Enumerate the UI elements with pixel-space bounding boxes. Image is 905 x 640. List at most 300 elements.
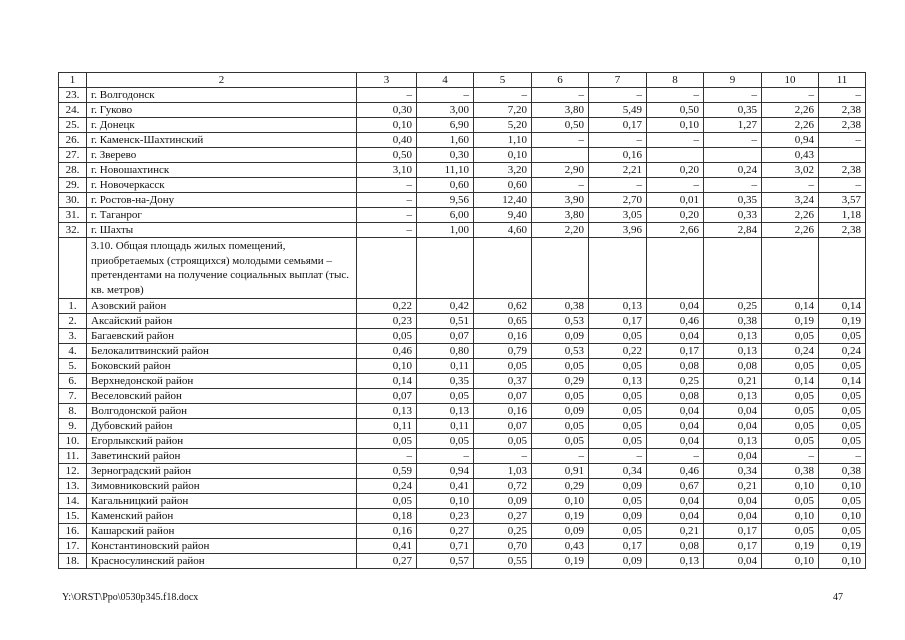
value-cell: 0,10 [819,554,866,569]
value-cell: 0,05 [762,524,819,539]
value-cell: 0,71 [417,539,474,554]
table-row [59,554,866,569]
row-label-cell: г. Шахты [87,223,357,238]
value-cell: 1,60 [417,133,474,148]
table-header-row [59,73,866,88]
row-label-cell: Белокалитвинский район [87,344,357,359]
value-cell: – [647,178,704,193]
value-cell: 3,96 [589,223,647,238]
value-cell: 1,27 [704,118,762,133]
value-cell: 0,46 [647,314,704,329]
row-label-cell: Дубовский район [87,419,357,434]
value-cell: 0,27 [417,524,474,539]
value-cell: – [532,133,589,148]
value-cell: 0,94 [417,464,474,479]
value-cell: 0,08 [647,389,704,404]
value-cell: 0,57 [417,554,474,569]
value-cell: 0,18 [357,509,417,524]
value-cell: 0,13 [704,344,762,359]
value-cell: 0,04 [704,419,762,434]
row-number-cell: 6. [59,374,87,389]
table-row [59,494,866,509]
row-number-cell: 16. [59,524,87,539]
empty-cell [819,238,866,299]
value-cell: 0,04 [647,494,704,509]
value-cell: 0,04 [647,299,704,314]
value-cell: 0,53 [532,314,589,329]
value-cell: 0,05 [762,329,819,344]
table-row [59,299,866,314]
row-number-cell: 1. [59,299,87,314]
value-cell: – [357,88,417,103]
value-cell: 0,17 [589,314,647,329]
empty-cell [532,238,589,299]
value-cell: 0,65 [474,314,532,329]
value-cell: 0,07 [417,329,474,344]
value-cell: 0,41 [357,539,417,554]
value-cell: 0,08 [647,359,704,374]
value-cell: 0,04 [704,554,762,569]
value-cell: 0,38 [704,314,762,329]
value-cell: 0,04 [647,434,704,449]
value-cell: 3,02 [762,163,819,178]
row-number-cell: 14. [59,494,87,509]
value-cell: 2,26 [762,208,819,223]
value-cell: – [357,208,417,223]
value-cell: 0,07 [357,389,417,404]
table-row [59,419,866,434]
row-number-cell: 13. [59,479,87,494]
value-cell: 0,04 [647,404,704,419]
value-cell: 0,11 [417,359,474,374]
value-cell: 0,22 [589,344,647,359]
value-cell: 0,14 [762,299,819,314]
row-number-cell: 28. [59,163,87,178]
row-label-cell: Верхнедонской район [87,374,357,389]
value-cell: 0,13 [589,299,647,314]
row-number-cell: 18. [59,554,87,569]
table-row [59,389,866,404]
value-cell: 0,24 [762,344,819,359]
value-cell: 11 [819,73,866,88]
table-row [59,88,866,103]
value-cell: 0,14 [819,374,866,389]
value-cell: 0,34 [704,464,762,479]
value-cell: 0,05 [357,329,417,344]
value-cell: 0,05 [532,419,589,434]
value-cell: 0,13 [704,389,762,404]
value-cell: 0,05 [417,389,474,404]
table-row [59,208,866,223]
value-cell: 6 [532,73,589,88]
footer-page-number: 47 [833,592,843,603]
value-cell: – [589,449,647,464]
value-cell: 0,30 [417,148,474,163]
row-label-cell: г. Таганрог [87,208,357,223]
value-cell: 0,05 [474,434,532,449]
value-cell: 0,19 [762,314,819,329]
value-cell: 0,43 [532,539,589,554]
value-cell: 0,60 [417,178,474,193]
value-cell: 0,62 [474,299,532,314]
value-cell: 0,16 [357,524,417,539]
value-cell: 0,13 [647,554,704,569]
table-row [59,118,866,133]
value-cell: 0,05 [819,329,866,344]
row-label-cell: Заветинский район [87,449,357,464]
value-cell: 0,09 [589,479,647,494]
value-cell: 0,05 [589,359,647,374]
value-cell: 0,10 [647,118,704,133]
value-cell: 0,14 [762,374,819,389]
value-cell: 0,10 [474,148,532,163]
value-cell: – [357,223,417,238]
value-cell: 0,05 [589,389,647,404]
value-cell: 0,04 [647,509,704,524]
value-cell: 0,05 [589,404,647,419]
value-cell: 0,25 [474,524,532,539]
value-cell: 0,05 [532,359,589,374]
value-cell: 0,05 [589,494,647,509]
value-cell: 0,19 [762,539,819,554]
row-number-cell: 7. [59,389,87,404]
value-cell: 0,16 [474,404,532,419]
value-cell: – [357,193,417,208]
value-cell: 0,22 [357,299,417,314]
value-cell: 0,17 [647,344,704,359]
value-cell: 0,04 [704,449,762,464]
value-cell: 9 [704,73,762,88]
row-label-cell: г. Донецк [87,118,357,133]
value-cell: 5,49 [589,103,647,118]
value-cell: 0,04 [647,329,704,344]
value-cell: 2,26 [762,103,819,118]
value-cell: – [589,133,647,148]
value-cell: 0,07 [474,419,532,434]
value-cell: 2,90 [532,163,589,178]
table-row [59,193,866,208]
row-label-cell: 2 [87,73,357,88]
table-row [59,163,866,178]
value-cell: – [704,133,762,148]
value-cell: – [589,88,647,103]
value-cell: – [647,449,704,464]
value-cell: 2,21 [589,163,647,178]
row-number-cell: 11. [59,449,87,464]
row-number-cell: 25. [59,118,87,133]
value-cell: 9,56 [417,193,474,208]
value-cell: 0,23 [417,509,474,524]
value-cell: 0,16 [474,329,532,344]
row-number-cell: 30. [59,193,87,208]
value-cell: 0,94 [762,133,819,148]
value-cell: 0,24 [357,479,417,494]
footer-file-path: Y:\ORST\Ppo\0530p345.f18.docx [62,592,199,603]
value-cell: – [704,178,762,193]
row-label-cell: Зерноградский район [87,464,357,479]
value-cell: 0,50 [357,148,417,163]
value-cell: 0,04 [647,419,704,434]
value-cell: 0,38 [532,299,589,314]
value-cell: 0,21 [704,374,762,389]
value-cell: 5 [474,73,532,88]
row-number-cell: 9. [59,419,87,434]
value-cell: 0,04 [704,494,762,509]
value-cell: 0,05 [589,419,647,434]
value-cell: 0,09 [532,404,589,419]
value-cell: 3 [357,73,417,88]
value-cell: 0,35 [417,374,474,389]
value-cell: 0,10 [532,494,589,509]
empty-cell [704,238,762,299]
value-cell: 0,05 [532,389,589,404]
value-cell: 0,20 [647,163,704,178]
value-cell: 0,14 [819,299,866,314]
value-cell: 2,38 [819,118,866,133]
value-cell: 1,18 [819,208,866,223]
value-cell: 0,19 [532,509,589,524]
value-cell: 0,09 [532,329,589,344]
value-cell: 0,17 [704,524,762,539]
row-label-cell: Аксайский район [87,314,357,329]
empty-cell [647,238,704,299]
value-cell: 0,25 [704,299,762,314]
row-label-cell: г. Зверево [87,148,357,163]
value-cell: 11,10 [417,163,474,178]
row-number-cell: 12. [59,464,87,479]
value-cell: 0,53 [532,344,589,359]
value-cell: 0,05 [589,434,647,449]
value-cell: 0,01 [647,193,704,208]
value-cell: 0,10 [762,554,819,569]
value-cell: 12,40 [474,193,532,208]
value-cell: 0,55 [474,554,532,569]
value-cell: 0,51 [417,314,474,329]
value-cell: – [647,88,704,103]
value-cell: 1,10 [474,133,532,148]
value-cell: 0,05 [589,524,647,539]
value-cell: 0,70 [474,539,532,554]
value-cell: 3,24 [762,193,819,208]
value-cell: 0,27 [357,554,417,569]
value-cell: 2,38 [819,223,866,238]
value-cell [647,148,704,163]
row-label-cell: Красносулинский район [87,554,357,569]
value-cell: 0,33 [704,208,762,223]
value-cell: – [532,178,589,193]
value-cell: 0,46 [357,344,417,359]
value-cell: 2,26 [762,118,819,133]
row-label-cell: Азовский район [87,299,357,314]
value-cell: 10 [762,73,819,88]
row-number-cell: 27. [59,148,87,163]
row-label-cell: Кагальницкий район [87,494,357,509]
row-number-cell: 10. [59,434,87,449]
value-cell: – [532,88,589,103]
row-number-cell: 26. [59,133,87,148]
value-cell: 7,20 [474,103,532,118]
value-cell: 0,07 [474,389,532,404]
row-label-cell: Константиновский район [87,539,357,554]
table-row [59,344,866,359]
value-cell: 3,20 [474,163,532,178]
row-label-cell: г. Гуково [87,103,357,118]
value-cell: 0,42 [417,299,474,314]
value-cell: 0,38 [762,464,819,479]
value-cell: 0,10 [417,494,474,509]
table-row [59,103,866,118]
value-cell: 0,29 [532,479,589,494]
value-cell: 0,21 [704,479,762,494]
row-number-cell: 32. [59,223,87,238]
value-cell: 0,05 [819,419,866,434]
value-cell: 0,43 [762,148,819,163]
value-cell: 0,14 [357,374,417,389]
value-cell: 0,35 [704,103,762,118]
row-number-cell: 8. [59,404,87,419]
value-cell: 0,41 [417,479,474,494]
row-label-cell: Каменский район [87,509,357,524]
value-cell: 0,05 [819,494,866,509]
row-number-cell: 15. [59,509,87,524]
value-cell: 0,04 [704,404,762,419]
value-cell: 7 [589,73,647,88]
value-cell: – [762,88,819,103]
row-label-cell: г. Новошахтинск [87,163,357,178]
value-cell: 0,10 [762,479,819,494]
data-table [58,72,866,569]
value-cell: 0,13 [704,434,762,449]
value-cell: 0,60 [474,178,532,193]
table-row [59,148,866,163]
value-cell: 0,17 [704,539,762,554]
value-cell: 0,72 [474,479,532,494]
value-cell: 3,80 [532,208,589,223]
value-cell: 6,90 [417,118,474,133]
value-cell: – [819,449,866,464]
value-cell: 1,03 [474,464,532,479]
value-cell: 0,10 [357,118,417,133]
value-cell: 0,59 [357,464,417,479]
value-cell: 0,05 [762,359,819,374]
value-cell: 0,20 [647,208,704,223]
row-number-cell: 17. [59,539,87,554]
value-cell: 3,90 [532,193,589,208]
row-number-cell: 23. [59,88,87,103]
value-cell: 0,05 [762,389,819,404]
value-cell: 0,10 [819,509,866,524]
empty-cell [59,238,87,299]
table-row [59,133,866,148]
row-label-cell: Боковский район [87,359,357,374]
value-cell: 0,17 [589,539,647,554]
value-cell: 0,05 [532,434,589,449]
value-cell: 2,20 [532,223,589,238]
value-cell: 0,40 [357,133,417,148]
section-title: 3.10. Общая площадь жилых помещений, приобретаемых (строящихся) молодыми семьями – претендентами на получение социальных выплат (тыс. кв. метров) [87,238,357,299]
value-cell: – [819,88,866,103]
value-cell: – [474,88,532,103]
table-row [59,359,866,374]
row-label-cell: Багаевский район [87,329,357,344]
value-cell: 0,05 [819,434,866,449]
value-cell: 0,21 [647,524,704,539]
value-cell: 0,10 [762,509,819,524]
table-row [59,539,866,554]
table-row [59,329,866,344]
table-row [59,464,866,479]
value-cell: 0,09 [532,524,589,539]
value-cell: 0,05 [357,494,417,509]
value-cell: 0,79 [474,344,532,359]
value-cell: 0,05 [819,524,866,539]
empty-cell [589,238,647,299]
value-cell: 0,05 [762,419,819,434]
value-cell: 0,17 [589,118,647,133]
row-label-cell: г. Волгодонск [87,88,357,103]
value-cell: 0,10 [357,359,417,374]
table-row [59,314,866,329]
value-cell: 0,38 [819,464,866,479]
row-label-cell: г. Ростов-на-Дону [87,193,357,208]
value-cell: 0,13 [357,404,417,419]
value-cell: – [417,88,474,103]
value-cell: – [474,449,532,464]
table-row [59,449,866,464]
value-cell: 0,23 [357,314,417,329]
value-cell: – [417,449,474,464]
value-cell: 0,05 [819,404,866,419]
table-row [59,223,866,238]
value-cell: 0,24 [704,163,762,178]
row-number-cell: 1 [59,73,87,88]
row-label-cell: г. Каменск-Шахтинский [87,133,357,148]
row-label-cell: Кашарский район [87,524,357,539]
value-cell: 0,19 [819,314,866,329]
value-cell: 3,10 [357,163,417,178]
value-cell: 0,24 [819,344,866,359]
value-cell: 0,19 [532,554,589,569]
value-cell: 3,00 [417,103,474,118]
row-number-cell: 29. [59,178,87,193]
value-cell: 0,29 [532,374,589,389]
table-row [59,178,866,193]
value-cell: 0,09 [589,554,647,569]
table-row [59,509,866,524]
table-row [59,374,866,389]
value-cell: 0,11 [417,419,474,434]
value-cell: 0,05 [762,404,819,419]
row-label-cell: г. Новочеркасск [87,178,357,193]
table-row [59,479,866,494]
row-number-cell: 3. [59,329,87,344]
value-cell: 0,30 [357,103,417,118]
value-cell: 3,05 [589,208,647,223]
value-cell: 2,26 [762,223,819,238]
value-cell: 0,05 [762,494,819,509]
value-cell: – [819,178,866,193]
value-cell: 0,05 [474,359,532,374]
value-cell: 6,00 [417,208,474,223]
value-cell: 0,34 [589,464,647,479]
value-cell: 3,80 [532,103,589,118]
value-cell: 0,80 [417,344,474,359]
value-cell: 0,05 [417,434,474,449]
value-cell: 0,05 [357,434,417,449]
value-cell: 0,50 [647,103,704,118]
value-cell: 8 [647,73,704,88]
table-row [59,404,866,419]
